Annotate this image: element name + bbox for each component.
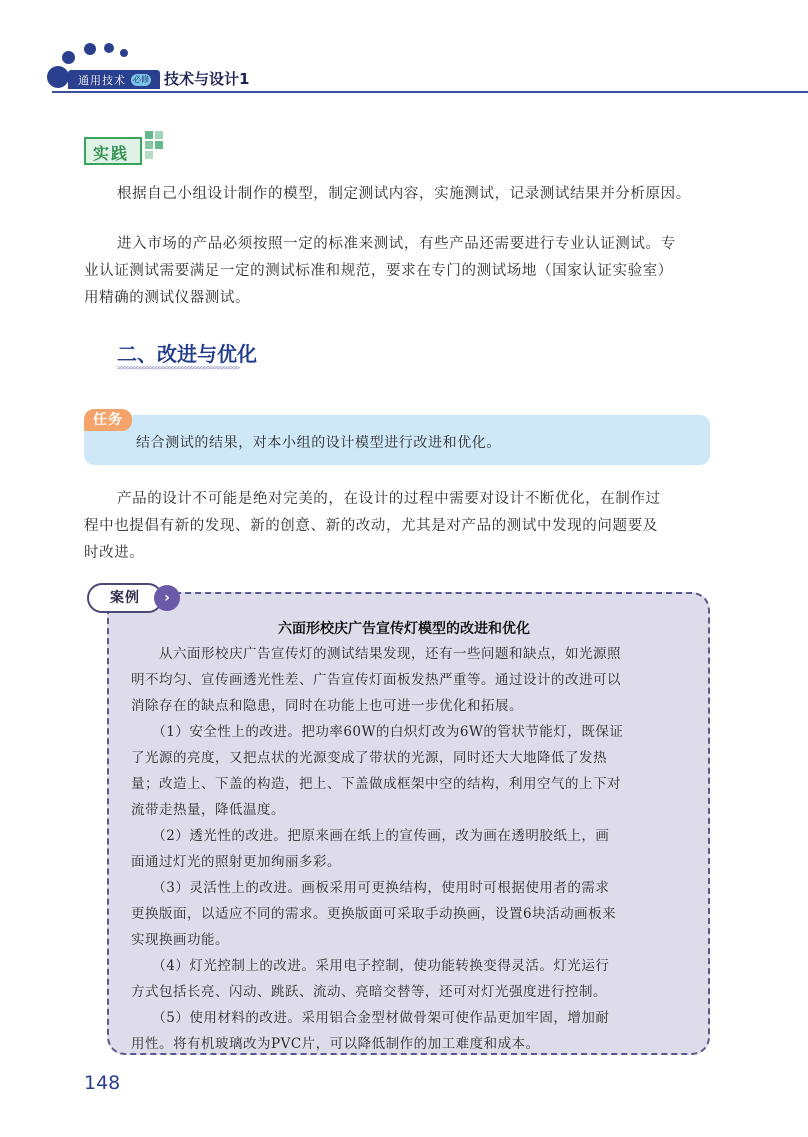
task-text: 结合测试的结果，对本小组的设计模型进行改进和优化。: [136, 435, 501, 451]
paragraph-1-line-1: 进入市场的产品必须按照一定的标准来测试，有些产品还需要进行专业认证测试。专: [117, 236, 676, 252]
paragraph-2-line-2: 程中也提倡有新的发现、新的创意、新的改动，尤其是对产品的测试中发现的问题要及: [84, 518, 658, 534]
case-line: （5）使用材料的改进。采用铝合金型材做骨架可使作品更加牢固，增加耐: [131, 1010, 610, 1026]
paragraph-1-line-2: 业认证测试需要满足一定的测试标准和规范，要求在专门的测试场地（国家认证实验室）: [84, 263, 673, 279]
case-line: 了光源的亮度，又把点状的光源变成了带状的光源，同时还大大地降低了发热: [131, 750, 607, 766]
case-title: 六面形校庆广告宣传灯模型的改进和优化: [278, 621, 530, 637]
header-book-title: 技术与设计1: [164, 70, 250, 88]
page-number: 148: [84, 1072, 121, 1094]
task-label: 任务: [84, 409, 132, 431]
header-rule: [52, 91, 808, 93]
section-title: 二、改进与优化: [117, 342, 257, 366]
header-dot-1: [62, 51, 75, 64]
practice-label: 实践: [93, 144, 130, 163]
header-series-label: 通用技术: [78, 74, 126, 87]
case-line: 明不均匀、宣传画透光性差、广告宣传灯面板发热严重等。通过设计的改进可以: [131, 672, 621, 688]
case-line: 流带走热量，降低温度。: [131, 802, 285, 818]
case-label: 案例: [87, 583, 163, 613]
case-line: （1）安全性上的改进。把功率60W的白炽灯改为6W的管状节能灯，既保证: [131, 724, 624, 740]
case-line: 量；改造上、下盖的构造，把上、下盖做成框架中空的结构，利用空气的上下对: [131, 776, 621, 792]
case-line: 从六面形校庆广告宣传灯的测试结果发现，还有一些问题和缺点，如光源照: [131, 646, 621, 662]
header-dot-3: [104, 43, 114, 53]
practice-text: 根据自己小组设计制作的模型，制定测试内容，实施测试，记录测试结果并分析原因。: [117, 186, 691, 202]
case-line: 消除存在的缺点和隐患，同时在功能上也可进一步优化和拓展。: [131, 698, 523, 714]
header-required-badge: 必修: [133, 75, 149, 84]
case-line: 实现换画功能。: [131, 932, 229, 948]
paragraph-2-line-3: 时改进。: [84, 545, 145, 561]
header-dot-large: [47, 66, 69, 88]
case-line: 用性。将有机玻璃改为PVC片，可以降低制作的加工难度和成本。: [131, 1036, 540, 1052]
section-title-underline-decoration: >>>>>>>>>>>>>>>>>>>>>>>>>>>>>>>>>>>>>>: [117, 364, 240, 372]
case-line: （3）灵活性上的改进。画板采用可更换结构，使用时可根据使用者的需求: [131, 880, 610, 896]
case-line: （4）灯光控制上的改进。采用电子控制，使功能转换变得灵活。灯光运行: [131, 958, 610, 974]
paragraph-1-line-3: 用精确的测试仪器测试。: [84, 290, 251, 306]
case-line: 方式包括长亮、闪动、跳跃、流动、亮暗交替等，还可对灯光强度进行控制。: [131, 984, 607, 1000]
header-dot-4: [120, 49, 128, 57]
case-line: （2）透光性的改进。把原来画在纸上的宣传画，改为画在透明胶纸上，画: [131, 828, 610, 844]
header-dot-2: [84, 43, 96, 55]
case-arrow-icon: ›: [154, 585, 180, 611]
case-line: 面通过灯光的照射更加绚丽多彩。: [131, 854, 341, 870]
case-line: 更换版面，以适应不同的需求。更换版面可采取手动换画，设置6块活动画板来: [131, 906, 617, 922]
paragraph-2-line-1: 产品的设计不可能是绝对完美的，在设计的过程中需要对设计不断优化，在制作过: [117, 491, 661, 507]
